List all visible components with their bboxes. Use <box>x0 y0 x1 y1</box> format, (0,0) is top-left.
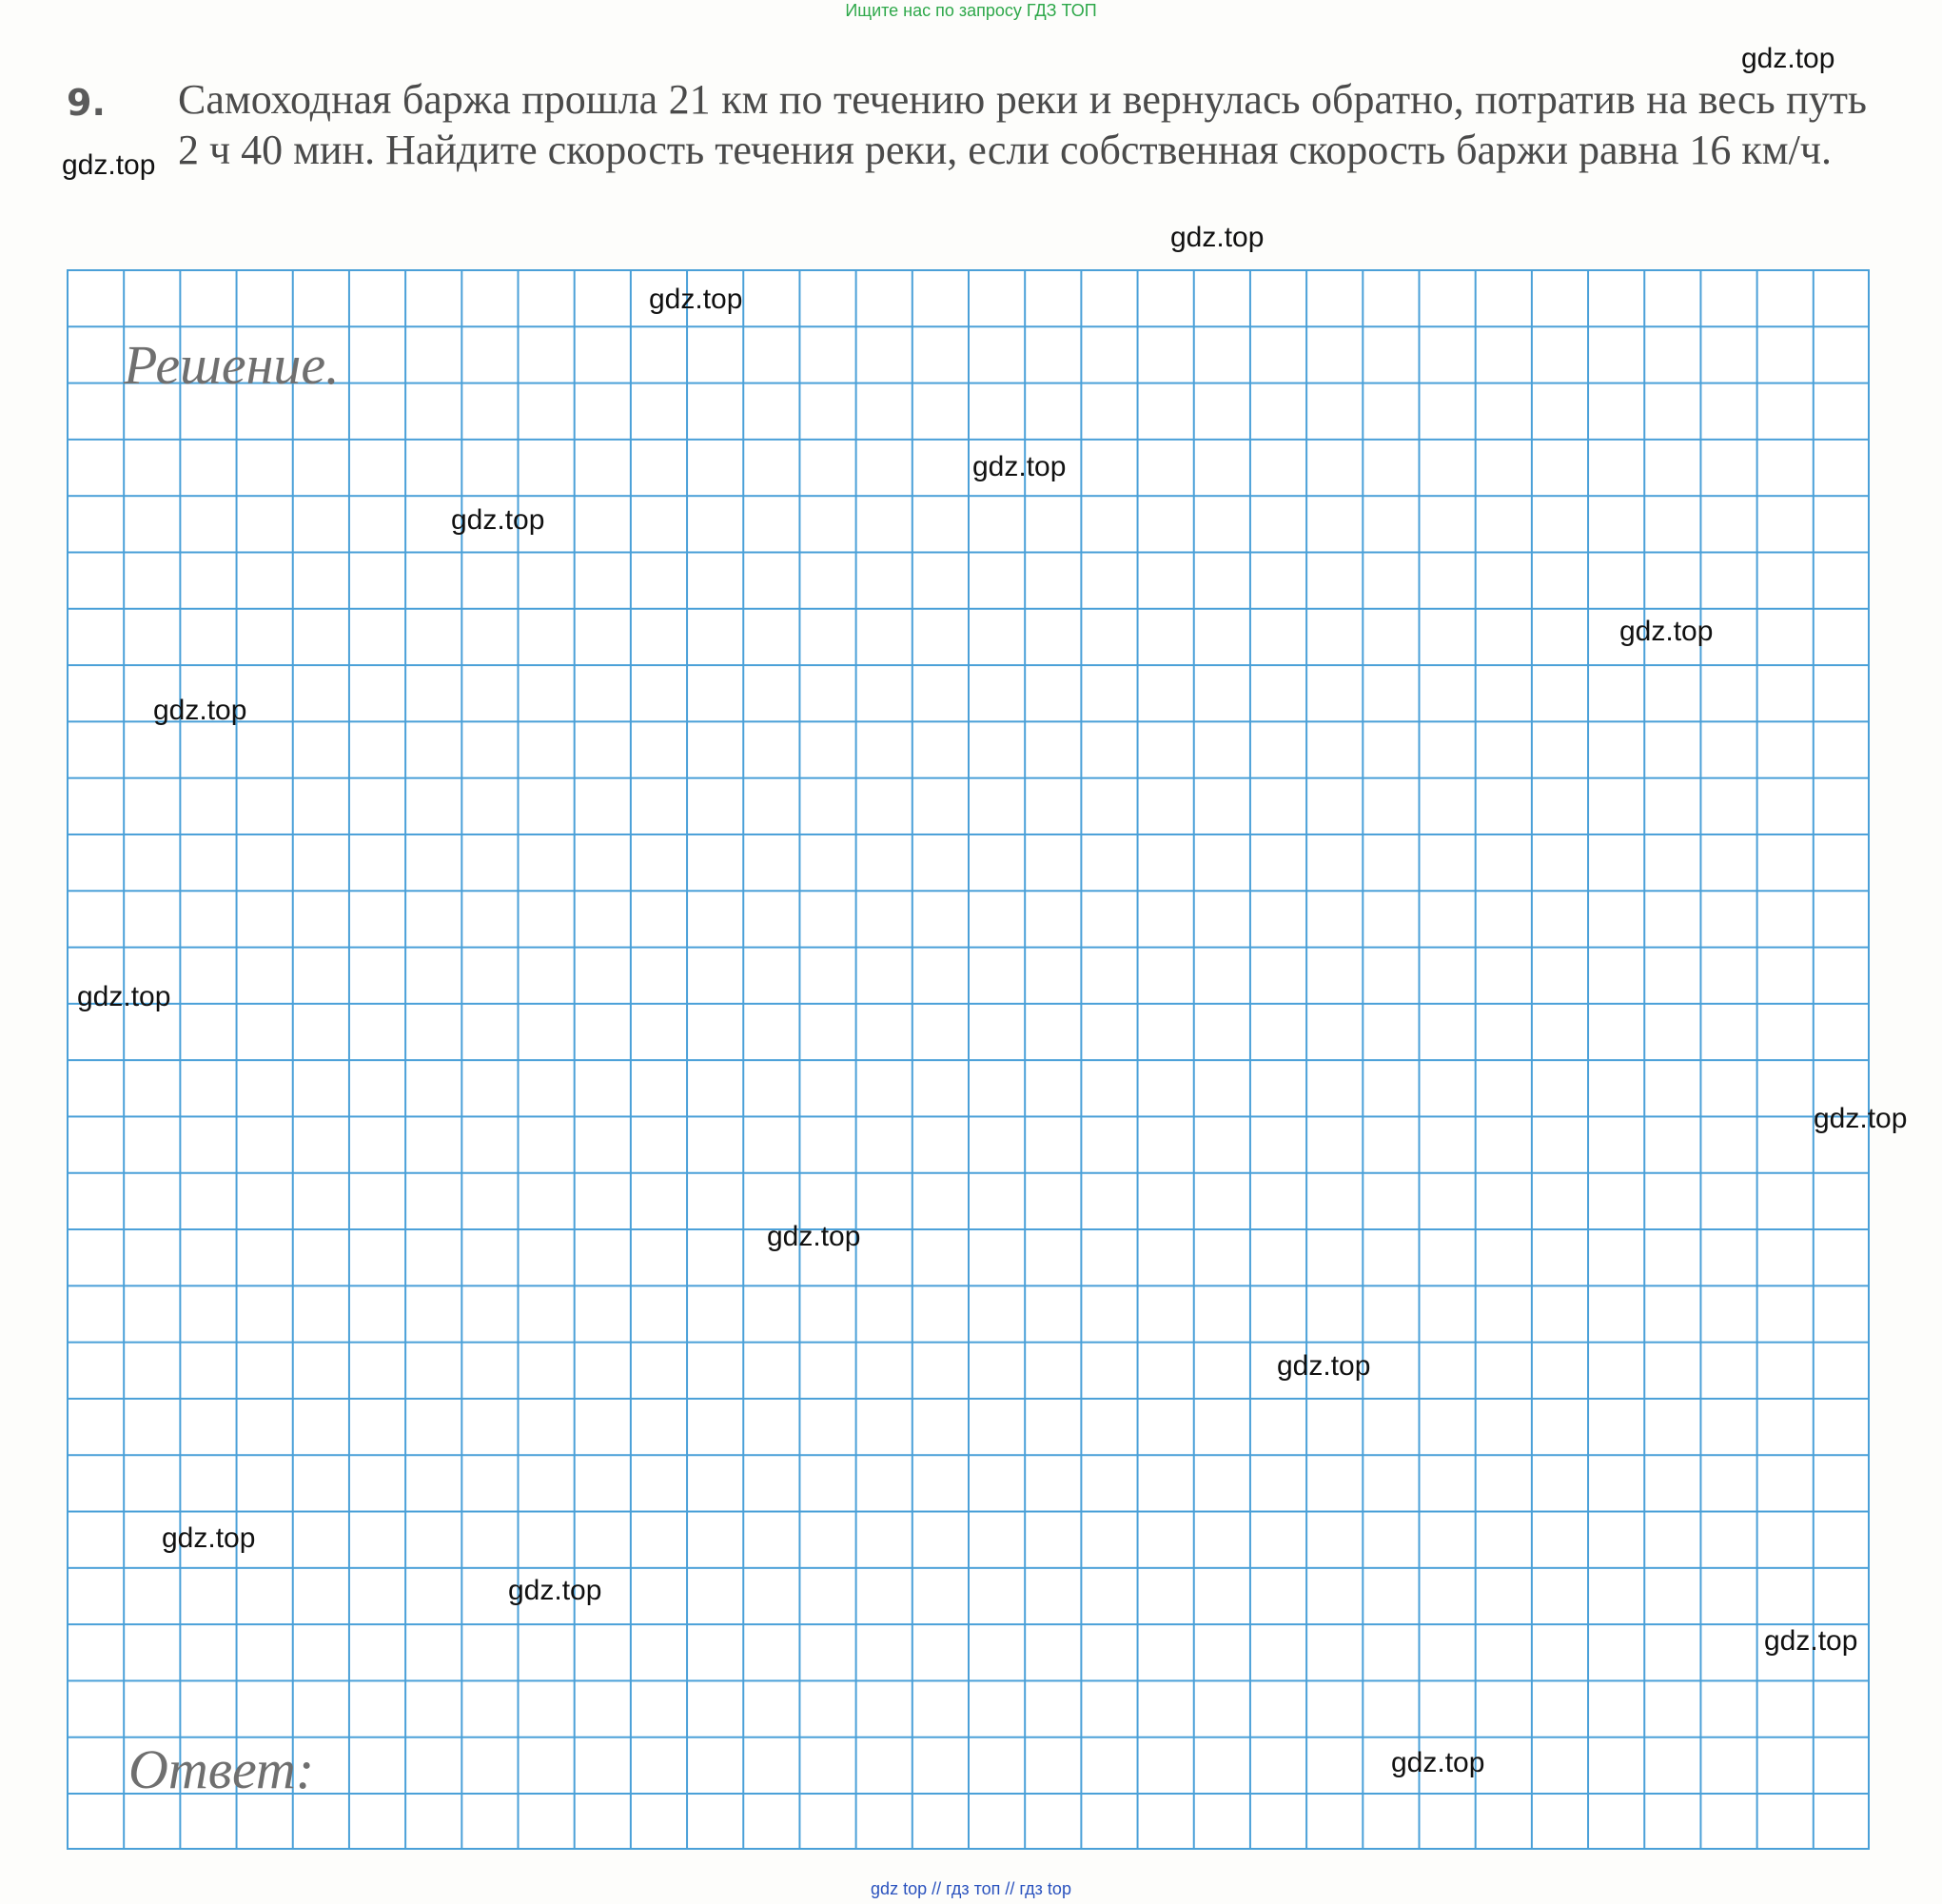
search-hint-banner: Ищите нас по запросу ГДЗ ТОП <box>845 1 1097 20</box>
watermark: gdz.top <box>77 981 171 1012</box>
watermark: gdz.top <box>1741 43 1835 74</box>
problem-text: Самоходная баржа прошла 21 км по течению реки и вернулась обратно, потратив на весь путь 2 ч 40 мин. Найдите скорость течения реки, если собственная скорость баржи равна 16 км/ч. <box>178 76 1867 173</box>
solution-label: Решение. <box>124 334 340 396</box>
answer-grid <box>67 269 1870 1850</box>
watermark: gdz.top <box>1814 1103 1908 1134</box>
watermark: gdz.top <box>1170 222 1265 253</box>
watermark: gdz.top <box>1764 1625 1858 1657</box>
watermark: gdz.top <box>972 451 1067 482</box>
watermark: gdz.top <box>62 149 156 181</box>
footer-links: gdz top // гдз топ // гдз top <box>871 1879 1071 1898</box>
watermark: gdz.top <box>649 284 743 315</box>
watermark: gdz.top <box>1391 1747 1485 1778</box>
answer-label: Ответ: <box>128 1738 315 1800</box>
watermark: gdz.top <box>451 504 545 536</box>
watermark: gdz.top <box>162 1522 256 1554</box>
watermark: gdz.top <box>767 1221 861 1252</box>
problem-number: 9. <box>67 82 106 124</box>
watermark: gdz.top <box>153 695 247 726</box>
watermark: gdz.top <box>508 1575 602 1606</box>
watermark: gdz.top <box>1277 1350 1371 1382</box>
watermark: gdz.top <box>1619 616 1714 647</box>
